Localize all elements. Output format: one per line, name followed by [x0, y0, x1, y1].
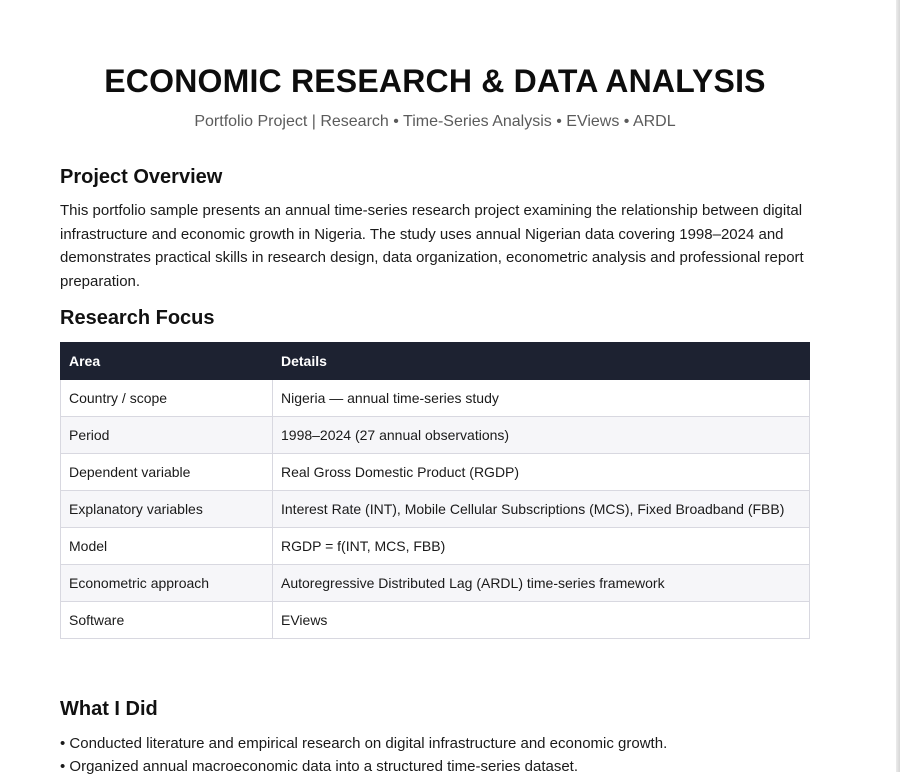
table-header-row [61, 343, 810, 380]
cell-area: Period [61, 417, 273, 454]
cell-area: Model [61, 528, 273, 565]
page-edge [896, 0, 900, 772]
cell-details: 1998–2024 (27 annual observations) [273, 417, 810, 454]
document-title: ECONOMIC RESEARCH & DATA ANALYSIS [104, 63, 766, 99]
what-i-did-list [60, 732, 810, 778]
list-item: • Conducted literature and empirical research on digital infrastructure and economic growth. [60, 732, 810, 755]
cell-details: RGDP = f(INT, MCS, FBB) [273, 528, 810, 565]
cell-details: Nigeria — annual time-series study [273, 380, 810, 417]
table-row [61, 454, 810, 491]
cell-details: Real Gross Domestic Product (RGDP) [273, 454, 810, 491]
cell-area: Explanatory variables [61, 491, 273, 528]
cell-details: Interest Rate (INT), Mobile Cellular Subscriptions (MCS), Fixed Broadband (FBB) [273, 491, 810, 528]
cell-area: Dependent variable [61, 454, 273, 491]
table-row [61, 417, 810, 454]
what-i-did-heading: What I Did [60, 698, 158, 720]
cell-area: Software [61, 602, 273, 639]
list-item: • Organized annual macroeconomic data into a structured time-series dataset. [60, 755, 810, 778]
project-overview-heading: Project Overview [60, 166, 223, 188]
table-row [61, 491, 810, 528]
document-subtitle: Portfolio Project | Research • Time-Series Analysis • EViews • ARDL [194, 113, 676, 130]
cell-details: Autoregressive Distributed Lag (ARDL) time-series framework [273, 565, 810, 602]
column-header-details: Details [273, 343, 810, 380]
research-focus-table [60, 342, 810, 639]
table-row [61, 380, 810, 417]
research-focus-heading: Research Focus [60, 307, 215, 329]
table-row [61, 602, 810, 639]
table-row [61, 528, 810, 565]
column-header-area: Area [61, 343, 273, 380]
project-overview-text: This portfolio sample presents an annual time-series research project examining the relationship between digital infrastructure and economic growth in Nigeria. The study uses annual Nigerian data covering 1998–2024 and demonstrates practical skills in research design, data organization, econometric analysis and professional report preparation. [60, 202, 804, 290]
document-page [60, 0, 810, 778]
cell-area: Econometric approach [61, 565, 273, 602]
cell-area: Country / scope [61, 380, 273, 417]
table-row [61, 565, 810, 602]
cell-details: EViews [273, 602, 810, 639]
